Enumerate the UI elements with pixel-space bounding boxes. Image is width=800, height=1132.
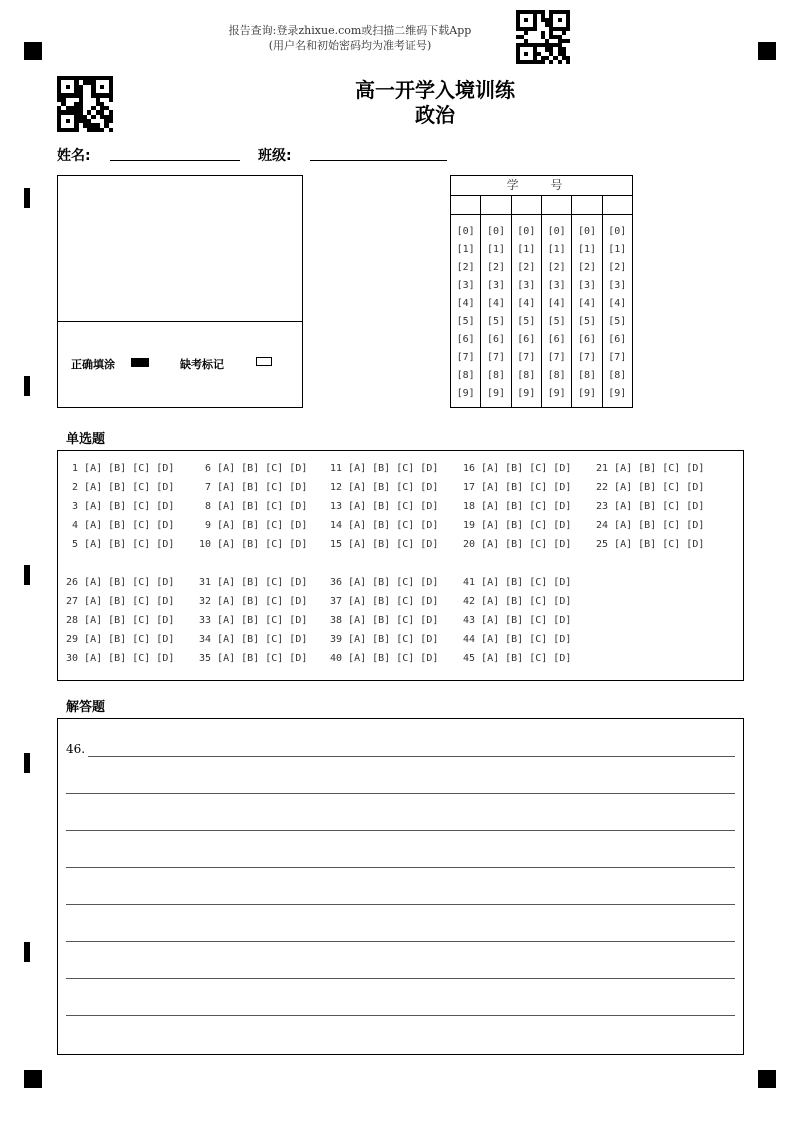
correct-fill-sample	[131, 358, 149, 367]
choice-question-32[interactable]: 32 [A] [B] [C] [D]	[199, 596, 308, 607]
choice-question-12[interactable]: 12 [A] [B] [C] [D]	[330, 482, 439, 493]
choice-question-23[interactable]: 23 [A] [B] [C] [D]	[596, 501, 705, 512]
student-id-digit-bubble[interactable]: [5]	[486, 316, 506, 327]
student-id-digit-bubble[interactable]: [3]	[608, 280, 627, 291]
student-id-digit-bubble[interactable]: [2]	[547, 262, 566, 273]
choice-question-13[interactable]: 13 [A] [B] [C] [D]	[330, 501, 439, 512]
student-id-digit-bubble[interactable]: [7]	[577, 352, 596, 363]
student-id-digit-bubble[interactable]: [3]	[486, 280, 506, 291]
choice-question-41[interactable]: 41 [A] [B] [C] [D]	[463, 577, 572, 588]
choice-question-8[interactable]: 8 [A] [B] [C] [D]	[199, 501, 308, 512]
choice-question-45[interactable]: 45 [A] [B] [C] [D]	[463, 653, 572, 664]
student-id-digit-bubble[interactable]: [9]	[547, 388, 566, 399]
student-id-digit-bubble[interactable]: [9]	[577, 388, 596, 399]
student-id-digit-bubble[interactable]: [8]	[547, 370, 566, 381]
answer-line[interactable]	[66, 941, 735, 942]
choice-question-24[interactable]: 24 [A] [B] [C] [D]	[596, 520, 705, 531]
choice-question-30[interactable]: 30 [A] [B] [C] [D]	[66, 653, 175, 664]
student-id-column	[512, 195, 542, 407]
student-id-digit-bubble[interactable]: [7]	[456, 352, 475, 363]
student-id-digit-bubble[interactable]: [1]	[486, 244, 506, 255]
student-id-write-cell[interactable]	[512, 195, 541, 215]
multiple-choice-title: 单选题	[66, 432, 106, 447]
student-id-digit-bubble[interactable]: [7]	[517, 352, 536, 363]
choice-question-31[interactable]: 31 [A] [B] [C] [D]	[199, 577, 308, 588]
student-id-write-cell[interactable]	[542, 195, 571, 215]
choice-question-44[interactable]: 44 [A] [B] [C] [D]	[463, 634, 572, 645]
choice-question-43[interactable]: 43 [A] [B] [C] [D]	[463, 615, 572, 626]
student-id-digit-bubble[interactable]: [9]	[608, 388, 627, 399]
student-id-digit-bubble[interactable]: [2]	[456, 262, 475, 273]
student-id-digit-bubble[interactable]: [2]	[577, 262, 596, 273]
answer-area	[57, 718, 744, 1055]
answer-line[interactable]	[66, 867, 735, 868]
student-id-digit-bubble[interactable]: [8]	[517, 370, 536, 381]
corner-mark-top-right	[758, 42, 776, 60]
choice-question-28[interactable]: 28 [A] [B] [C] [D]	[66, 615, 175, 626]
name-label: 姓名:	[57, 148, 91, 164]
choice-question-37[interactable]: 37 [A] [B] [C] [D]	[330, 596, 439, 607]
student-id-digit-bubble[interactable]: [4]	[577, 298, 596, 309]
student-id-digit-bubble[interactable]: [0]	[577, 226, 596, 237]
choice-question-1[interactable]: 1 [A] [B] [C] [D]	[66, 463, 175, 474]
answer-line[interactable]	[88, 756, 735, 757]
choice-question-27[interactable]: 27 [A] [B] [C] [D]	[66, 596, 175, 607]
choice-question-20[interactable]: 20 [A] [B] [C] [D]	[463, 539, 572, 550]
choice-question-10[interactable]: 10 [A] [B] [C] [D]	[199, 539, 308, 550]
choice-question-2[interactable]: 2 [A] [B] [C] [D]	[66, 482, 175, 493]
choice-question-18[interactable]: 18 [A] [B] [C] [D]	[463, 501, 572, 512]
choice-question-33[interactable]: 33 [A] [B] [C] [D]	[199, 615, 308, 626]
choice-question-35[interactable]: 35 [A] [B] [C] [D]	[199, 653, 308, 664]
corner-mark-bottom-left	[24, 1070, 42, 1088]
choice-question-25[interactable]: 25 [A] [B] [C] [D]	[596, 539, 705, 550]
student-id-digit-bubble[interactable]: [6]	[517, 334, 536, 345]
choice-question-42[interactable]: 42 [A] [B] [C] [D]	[463, 596, 572, 607]
choice-question-40[interactable]: 40 [A] [B] [C] [D]	[330, 653, 439, 664]
choice-question-7[interactable]: 7 [A] [B] [C] [D]	[199, 482, 308, 493]
choice-question-15[interactable]: 15 [A] [B] [C] [D]	[330, 539, 439, 550]
corner-mark-bottom-right	[758, 1070, 776, 1088]
student-id-digit-bubble[interactable]: [3]	[577, 280, 596, 291]
qr-module	[109, 128, 113, 132]
answer-section-title: 解答题	[66, 700, 106, 715]
choice-question-34[interactable]: 34 [A] [B] [C] [D]	[199, 634, 308, 645]
student-id-digit-bubble[interactable]: [7]	[547, 352, 566, 363]
barcode-area	[57, 175, 303, 408]
class-field[interactable]	[310, 160, 447, 161]
student-id-digit-bubble[interactable]: [4]	[517, 298, 536, 309]
student-id-digit-bubble[interactable]: [1]	[608, 244, 627, 255]
timing-mark	[24, 188, 30, 208]
student-id-write-cell[interactable]	[603, 195, 632, 215]
answer-line[interactable]	[66, 793, 735, 794]
multiple-choice-area	[57, 450, 744, 681]
answer-line[interactable]	[66, 830, 735, 831]
student-id-column	[572, 195, 602, 407]
qr-code-icon	[57, 76, 113, 132]
student-id-digit-bubble[interactable]: [5]	[547, 316, 566, 327]
student-id-digit-bubble[interactable]: [5]	[577, 316, 596, 327]
student-id-digit-bubble[interactable]: [1]	[577, 244, 596, 255]
corner-mark-top-left	[24, 42, 42, 60]
student-id-digit-bubble[interactable]: [9]	[486, 388, 506, 399]
answer-line[interactable]	[66, 904, 735, 905]
student-id-digit-bubble[interactable]: [4]	[547, 298, 566, 309]
student-id-digit-bubble[interactable]: [8]	[486, 370, 506, 381]
password-note: (用户名和初始密码均为准考证号)	[268, 39, 432, 52]
student-id-write-cell[interactable]	[481, 195, 510, 215]
student-id-digit-bubble[interactable]: [5]	[456, 316, 475, 327]
choice-question-39[interactable]: 39 [A] [B] [C] [D]	[330, 634, 439, 645]
student-id-digit-bubble[interactable]: [9]	[456, 388, 475, 399]
student-id-digit-bubble[interactable]: [6]	[577, 334, 596, 345]
student-id-digit-bubble[interactable]: [0]	[517, 226, 536, 237]
student-id-digit-bubble[interactable]: [3]	[547, 280, 566, 291]
student-id-digit-bubble[interactable]: [0]	[486, 226, 506, 237]
absent-mark-checkbox[interactable]	[256, 357, 272, 366]
student-id-digit-bubble[interactable]: [6]	[456, 334, 475, 345]
choice-question-38[interactable]: 38 [A] [B] [C] [D]	[330, 615, 439, 626]
choice-question-36[interactable]: 36 [A] [B] [C] [D]	[330, 577, 439, 588]
student-id-column	[603, 195, 632, 407]
choice-question-22[interactable]: 22 [A] [B] [C] [D]	[596, 482, 705, 493]
student-id-digit-bubble[interactable]: [7]	[608, 352, 627, 363]
choice-question-5[interactable]: 5 [A] [B] [C] [D]	[66, 539, 175, 550]
class-label: 班级:	[258, 148, 292, 164]
student-id-digit-bubble[interactable]: [3]	[456, 280, 475, 291]
choice-question-16[interactable]: 16 [A] [B] [C] [D]	[463, 463, 572, 474]
student-id-header: 学 号	[451, 176, 632, 196]
timing-mark	[24, 753, 30, 773]
choice-question-21[interactable]: 21 [A] [B] [C] [D]	[596, 463, 705, 474]
qr-module	[566, 60, 570, 64]
choice-question-11[interactable]: 11 [A] [B] [C] [D]	[330, 463, 439, 474]
choice-question-14[interactable]: 14 [A] [B] [C] [D]	[330, 520, 439, 531]
choice-question-3[interactable]: 3 [A] [B] [C] [D]	[66, 501, 175, 512]
student-id-digit-bubble[interactable]: [1]	[547, 244, 566, 255]
student-id-column	[542, 195, 572, 407]
timing-mark	[24, 942, 30, 962]
choice-question-19[interactable]: 19 [A] [B] [C] [D]	[463, 520, 572, 531]
student-id-digit-bubble[interactable]: [2]	[486, 262, 506, 273]
student-id-digit-bubble[interactable]: [2]	[608, 262, 627, 273]
student-id-digit-bubble[interactable]: [5]	[517, 316, 536, 327]
student-id-digit-bubble[interactable]: [0]	[608, 226, 627, 237]
answer-line[interactable]	[66, 1015, 735, 1016]
student-id-digit-bubble[interactable]: [0]	[547, 226, 566, 237]
student-id-digit-bubble[interactable]: [4]	[456, 298, 475, 309]
choice-question-29[interactable]: 29 [A] [B] [C] [D]	[66, 634, 175, 645]
student-id-digit-bubble[interactable]: [1]	[517, 244, 536, 255]
choice-question-4[interactable]: 4 [A] [B] [C] [D]	[66, 520, 175, 531]
qr-code-icon	[516, 10, 570, 64]
question-46-label: 46.	[66, 742, 86, 756]
choice-question-17[interactable]: 17 [A] [B] [C] [D]	[463, 482, 572, 493]
student-id-digit-bubble[interactable]: [8]	[608, 370, 627, 381]
correct-fill-label: 正确填涂	[71, 358, 115, 371]
timing-mark	[24, 565, 30, 585]
student-id-digit-bubble[interactable]: [3]	[517, 280, 536, 291]
student-id-digit-bubble[interactable]: [4]	[608, 298, 627, 309]
choice-question-6[interactable]: 6 [A] [B] [C] [D]	[199, 463, 308, 474]
student-id-grid	[450, 175, 633, 408]
choice-question-9[interactable]: 9 [A] [B] [C] [D]	[199, 520, 308, 531]
student-id-digit-bubble[interactable]: [2]	[517, 262, 536, 273]
name-field[interactable]	[110, 160, 240, 161]
student-id-digit-bubble[interactable]: [6]	[547, 334, 566, 345]
student-id-write-cell[interactable]	[451, 195, 480, 215]
student-id-digit-bubble[interactable]: [8]	[577, 370, 596, 381]
student-id-digit-bubble[interactable]: [7]	[486, 352, 506, 363]
student-id-digit-bubble[interactable]: [8]	[456, 370, 475, 381]
student-id-digit-bubble[interactable]: [0]	[456, 226, 475, 237]
absent-mark-label: 缺考标记	[180, 358, 224, 371]
answer-line[interactable]	[66, 978, 735, 979]
student-id-column	[451, 195, 481, 407]
student-id-digit-bubble[interactable]: [6]	[486, 334, 506, 345]
choice-question-26[interactable]: 26 [A] [B] [C] [D]	[66, 577, 175, 588]
student-id-digit-bubble[interactable]: [9]	[517, 388, 536, 399]
student-id-digit-bubble[interactable]: [5]	[608, 316, 627, 327]
report-query-note: 报告查询:登录zhixue.com或扫描二维码下载App	[228, 24, 472, 37]
timing-mark	[24, 376, 30, 396]
subject-title: 政治	[415, 103, 455, 127]
student-id-digit-bubble[interactable]: [6]	[608, 334, 627, 345]
student-id-write-cell[interactable]	[572, 195, 601, 215]
student-id-column	[481, 195, 511, 407]
student-id-digit-bubble[interactable]: [4]	[486, 298, 506, 309]
page-title: 高一开学入境训练	[355, 78, 515, 102]
student-id-digit-bubble[interactable]: [1]	[456, 244, 475, 255]
divider	[58, 321, 302, 322]
